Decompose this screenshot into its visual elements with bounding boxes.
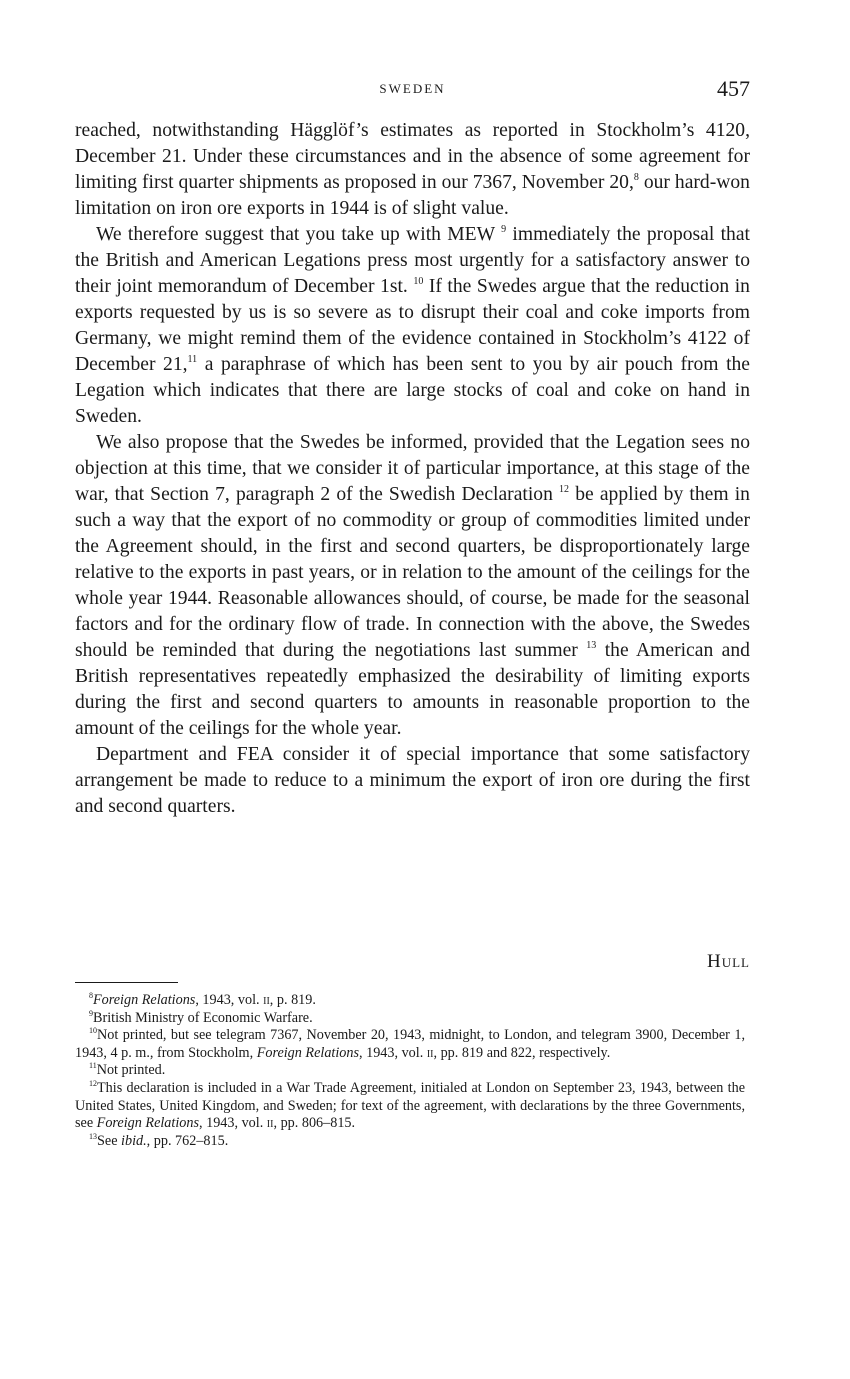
footnote-text: ii [263, 992, 270, 1008]
footnote-divider [75, 982, 178, 983]
footnote-ref: 13 [586, 640, 597, 651]
footnote-text: Not printed. [96, 1062, 166, 1079]
body-paragraph [75, 742, 750, 820]
running-head [75, 78, 750, 104]
footnote-ref: 10 [413, 276, 424, 287]
paragraph-text: our hard-won limitation on iron ore exports in 1944 is of slight value. [75, 172, 750, 219]
paragraph-text: We therefore suggest that you take up with MEW [96, 224, 495, 245]
footnote-text: ii [426, 1044, 434, 1061]
paragraph-text: We also propose that the Swedes be informed, provided that the Legation sees no objection at this time, that we consider it of particular importance, at this stage of the war, that Section 7, paragraph 2 of the Swedish Declaration [75, 432, 750, 505]
footnote-number: 13 [89, 1131, 97, 1141]
signature: Hull [707, 951, 750, 972]
footnote-text: Not printed, but see telegram 7367, November 20, 1943, midnight, to London, and telegram 3900, December 1, 1943, 4 p. m., from Stockholm, [75, 1027, 745, 1061]
footnote-number: 10 [89, 1026, 97, 1036]
footnote-number: 12 [89, 1078, 97, 1088]
paragraph-text: the American and British representatives repeatedly emphasized the desirability of limiting exports during the first and second quarters to amounts in reasonable proportion to the amount of the ceilings for the whole year. [75, 640, 750, 739]
paragraph-text: Department and FEA consider it of special importance that some satisfactory arrangement be made to reduce to a minimum the export of iron ore during the first and second quarters. [75, 744, 750, 817]
footnote-number: 9 [89, 1008, 93, 1018]
footnote-text: See [97, 1132, 122, 1149]
footnote-text: This declaration is included in a War Trade Agreement, initialed at London on September 23, 1943, between the United States, United Kingdom, and Sweden; for text of the agreement, with declarations by the three Governments, see [75, 1079, 745, 1132]
body-paragraph [75, 118, 750, 222]
footnote-ref: 9 [501, 224, 507, 235]
footnote-text: , 1943, vol. [359, 1044, 427, 1061]
body-paragraph [75, 222, 750, 430]
footnote-text: Foreign Relations [256, 1044, 360, 1061]
footnote-text: Foreign Relations [93, 992, 196, 1008]
footnote-text: ii [266, 1115, 274, 1132]
running-head-title: SWEDEN [379, 81, 446, 96]
footnote-12 [75, 1080, 745, 1133]
footnote-text: ibid. [121, 1132, 147, 1149]
footnotes [75, 992, 745, 1150]
paragraph-text: If the Swedes argue that the reduction in exports requested by us is so severe as to disrupt their coal and coke imports from Germany, we might remind them of the evidence contained in Stockholm’s 4122 of December 21, [75, 276, 750, 375]
footnote-ref: 11 [187, 354, 198, 365]
footnote-text: , 1943, vol. [195, 992, 264, 1008]
footnote-text: , pp. 806–815. [273, 1115, 356, 1132]
paragraph-text: reached, notwithstanding Hägglöf’s estimates as reported in Stockholm’s 4120, December 21. Under these circumstances and in the absence of some agreement for limiting first quarter shipments as proposed in our 7367, November 20, [75, 120, 750, 193]
paragraph-text: immediately the proposal that the British and American Legations press most urgently for a satisfactory answer to their joint memorandum of December 1st. [75, 224, 750, 297]
page-number: 457 [717, 76, 750, 101]
footnote-text: , 1943, vol. [199, 1115, 267, 1132]
body-text [75, 118, 750, 820]
footnote-11 [75, 1062, 745, 1080]
footnote-number: 8 [89, 991, 93, 1000]
footnote-text: Foreign Relations [96, 1115, 199, 1132]
footnote-text: , p. 819. [269, 992, 316, 1008]
footnote-9 [75, 1010, 745, 1028]
footnote-ref: 8 [633, 172, 639, 183]
footnote-text: , pp. 762–815. [146, 1132, 229, 1149]
paragraph-text: be applied by them in such a way that the export of no commodity or group of commodities limited under the Agreement should, in the first and second quarters, be disproportionately large relative to the exports in past years, or in relation to the amount of the ceilings for the whole year 1944. Reasonable allowances should, of course, be made for the seasonal factors and for the ordinary flow of trade. In connection with the above, the Swedes should be reminded that during the negotiations last summer [75, 484, 750, 661]
footnote-8 [75, 992, 745, 1010]
footnote-ref: 12 [559, 484, 570, 495]
footnote-number: 11 [89, 1061, 97, 1071]
body-paragraph [75, 430, 750, 742]
footnote-10 [75, 1027, 745, 1062]
footnote-text: British Ministry of Economic Warfare. [93, 1009, 313, 1026]
footnote-13 [75, 1133, 745, 1151]
paragraph-text: a paraphrase of which has been sent to you by air pouch from the Legation which indicates that there are large stocks of coal and coke on hand in Sweden. [75, 354, 751, 427]
footnote-text: , pp. 819 and 822, respectively. [433, 1044, 611, 1061]
